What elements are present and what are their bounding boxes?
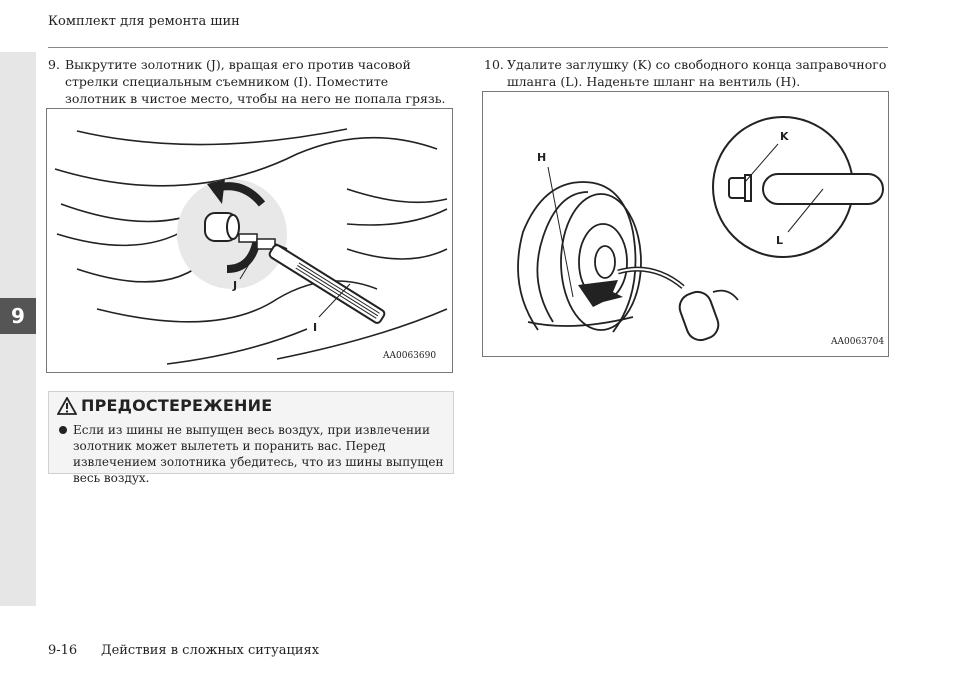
footer-section-title: Действия в сложных ситуациях — [101, 643, 320, 658]
step-10 — [484, 56, 888, 90]
warning-item — [59, 422, 444, 486]
chapter-tab[interactable]: 9 — [0, 298, 36, 334]
running-head: Комплект для ремонта шин — [48, 14, 240, 29]
step-text: Удалите заглушку (K) со свободного конца заправочного шланга (L). Наденьте шланг на вентиль (H). — [507, 57, 887, 89]
warning-box — [48, 391, 454, 485]
figure-hose-connection — [482, 91, 889, 357]
step-9 — [48, 56, 452, 107]
hose-illustration — [483, 92, 888, 356]
header-divider — [48, 47, 888, 48]
label-j: J — [233, 279, 238, 292]
label-k: K — [780, 130, 789, 143]
warning-text: Если из шины не выпущен весь воздух, при извлечении золотник может вылететь и поранить вас. Перед извлечением золотника убедитесь, что из шины выпущен весь воздух. — [73, 423, 444, 485]
figure-valve-core-removal — [46, 108, 453, 373]
page-number: 9-16 — [48, 643, 78, 658]
label-l: L — [776, 234, 784, 247]
figure-code: AA0063704 — [831, 337, 885, 347]
valve-core-illustration — [47, 109, 452, 372]
label-h: H — [537, 151, 547, 164]
label-i: I — [313, 321, 318, 334]
warning-triangle-icon — [57, 397, 77, 415]
bullet-icon — [59, 426, 67, 434]
warning-header — [57, 396, 272, 415]
warning-title: ПРЕДОСТЕРЕЖЕНИЕ — [81, 396, 273, 415]
figure-code: AA0063690 — [383, 351, 437, 361]
step-number: 9. — [48, 57, 60, 72]
step-text: Выкрутите золотник (J), вращая его против часовой стрелки специальным съемником (I). Поместите золотник в чистое место, чтобы на него не попала грязь. — [65, 57, 446, 106]
step-number: 10. — [484, 57, 504, 72]
